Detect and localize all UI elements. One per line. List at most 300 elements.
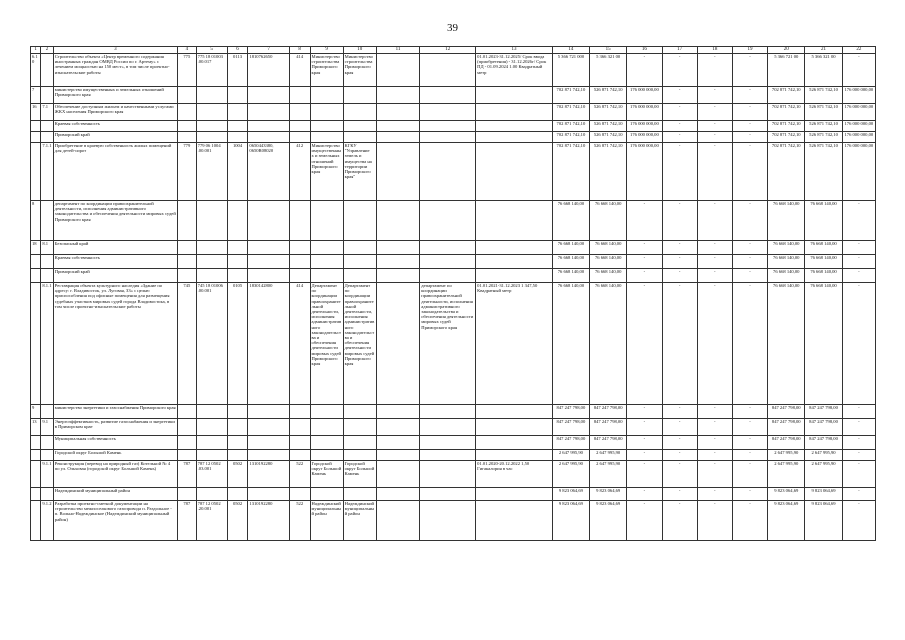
table-cell: 76 668 140,00 — [805, 201, 842, 241]
table-cell — [248, 405, 289, 419]
table-cell: - — [627, 255, 662, 269]
column-header: 19 — [732, 47, 767, 54]
table-cell: - — [627, 450, 662, 461]
table-row — [31, 488, 876, 501]
table-cell: - — [732, 255, 767, 269]
table-cell: - — [732, 488, 767, 501]
table-cell — [420, 54, 476, 87]
table-cell: - — [842, 255, 875, 269]
table-cell — [376, 121, 419, 132]
table-cell — [41, 488, 53, 501]
table-cell: - — [732, 450, 767, 461]
table-cell: 76 668 140,00 — [552, 241, 589, 255]
table-cell — [289, 201, 310, 241]
column-header: 14 — [552, 47, 589, 54]
table-cell: 787 — [178, 461, 197, 488]
table-cell: - — [842, 283, 875, 405]
table-cell: министерство имущественных и земельных отношений Приморского края — [53, 87, 177, 104]
table-cell: - — [842, 488, 875, 501]
table-cell: - — [732, 132, 767, 143]
table-cell: Надеждинский муниципальный район — [343, 501, 376, 541]
table-cell: - — [662, 54, 697, 87]
table-cell — [310, 255, 343, 269]
table-row — [31, 121, 876, 132]
table-cell — [178, 405, 197, 419]
table-cell: 6.10 — [31, 54, 41, 87]
table-cell — [196, 436, 227, 450]
table-cell — [376, 501, 419, 541]
table-cell — [196, 488, 227, 501]
table-cell — [420, 255, 476, 269]
table-cell — [227, 121, 248, 132]
table-cell: 526 871 742,10 — [805, 143, 842, 201]
table-row — [31, 132, 876, 143]
table-cell: 76 668 140,00 — [552, 255, 589, 269]
table-cell: - — [662, 419, 697, 436]
table-cell: 702 871 742,10 — [552, 104, 589, 121]
column-header: 16 — [627, 47, 662, 54]
table-cell: 176 000 000,00 — [627, 87, 662, 104]
table-cell: 76 668 140,00 — [768, 255, 805, 269]
table-cell — [196, 255, 227, 269]
table-cell: 414 — [289, 54, 310, 87]
table-cell: 847 247 798,00 — [768, 436, 805, 450]
table-row — [31, 269, 876, 283]
table-cell — [376, 201, 419, 241]
table-cell — [376, 143, 419, 201]
table-cell: 176 000 000,00 — [842, 121, 875, 132]
table-cell: 76 668 140,00 — [590, 241, 627, 255]
table-cell — [476, 450, 553, 461]
table-cell: 847 247 798,00 — [805, 405, 842, 419]
table-cell — [343, 132, 376, 143]
table-cell: - — [627, 54, 662, 87]
table-cell — [248, 132, 289, 143]
table-cell — [227, 255, 248, 269]
table-cell: - — [842, 269, 875, 283]
table-cell: - — [697, 501, 732, 541]
table-cell — [178, 450, 197, 461]
column-header: 6 — [227, 47, 248, 54]
table-cell — [310, 419, 343, 436]
table-cell: - — [662, 201, 697, 241]
table-cell: 2 647 995,90 — [590, 461, 627, 488]
table-cell — [376, 87, 419, 104]
table-cell — [420, 269, 476, 283]
table-cell: Строительство объекта «Центр временного содержания иностранных граждан ОМВД России по г. Артему» с лечением мощностью на 150 мест», в том числе проектно-изыскательские работы — [53, 54, 177, 87]
table-cell: 1310192280 — [248, 501, 289, 541]
table-cell — [376, 450, 419, 461]
table-cell: 526 871 742,10 — [590, 143, 627, 201]
table-cell: 702 871 742,10 — [768, 121, 805, 132]
table-cell: 0502 — [227, 501, 248, 541]
table-cell: Министерство строительства Приморского края — [343, 54, 376, 87]
table-cell: - — [842, 241, 875, 255]
table-cell: 76 668 140,00 — [552, 201, 589, 241]
table-cell — [476, 201, 553, 241]
table-cell: Приморский край — [53, 132, 177, 143]
table-cell: - — [662, 450, 697, 461]
table-cell: Реставрация объекта культурного наследия «Здание по адресу: г. Владивосток, ул. Луговая, 33» с целью приспособления под офисные помещения для размещения судебных участков мировых судей города Владивостока, в том числе проектно-изыскательские работы — [53, 283, 177, 405]
header-row — [31, 47, 876, 54]
table-cell: Департамент по координации правоохранительной деятельности, исполнения административного законодательства и обеспечения деятельности мировых судей Приморского края — [310, 283, 343, 405]
table-cell: Энергоэффективность, развитие газоснабжения и энергетики в Приморском крае — [53, 419, 177, 436]
table-cell: 76 668 140,00 — [768, 269, 805, 283]
table-cell — [310, 132, 343, 143]
table-cell: 745 18 01006 .00.001 — [196, 283, 227, 405]
table-cell: 847 247 798,00 — [768, 405, 805, 419]
table-cell — [476, 87, 553, 104]
table-cell: 9.1.2 — [41, 501, 53, 541]
table-cell: - — [732, 283, 767, 405]
table-cell — [178, 201, 197, 241]
table-cell — [178, 436, 197, 450]
table-cell — [310, 269, 343, 283]
table-cell — [178, 419, 197, 436]
table-cell — [420, 241, 476, 255]
table-cell — [289, 255, 310, 269]
table-cell: - — [662, 488, 697, 501]
table-cell — [227, 419, 248, 436]
table-cell: - — [627, 501, 662, 541]
table-cell: 76 668 140,00 — [590, 283, 627, 405]
table-cell: - — [732, 87, 767, 104]
table-cell: - — [732, 104, 767, 121]
table-cell — [227, 450, 248, 461]
table-cell: 9 823 064,69 — [590, 501, 627, 541]
table-cell — [227, 488, 248, 501]
table-cell — [420, 143, 476, 201]
table-row — [31, 501, 876, 541]
table-cell: 847 247 798,00 — [590, 419, 627, 436]
table-cell — [248, 104, 289, 121]
table-cell — [31, 121, 41, 132]
table-cell — [248, 121, 289, 132]
table-cell: 526 871 742,10 — [590, 132, 627, 143]
table-cell: 76 668 140,00 — [768, 201, 805, 241]
table-cell — [420, 121, 476, 132]
table-cell: - — [732, 405, 767, 419]
table-cell: 702 871 742,10 — [768, 87, 805, 104]
table-cell: - — [732, 436, 767, 450]
table-cell: 9 823 064,69 — [805, 488, 842, 501]
table-cell: 745 — [178, 283, 197, 405]
table-cell: - — [697, 132, 732, 143]
table-cell: 847 247 798,00 — [552, 436, 589, 450]
table-cell — [289, 436, 310, 450]
table-cell: 702 871 742,10 — [552, 132, 589, 143]
table-cell: - — [662, 461, 697, 488]
table-cell — [476, 501, 553, 541]
table-cell: 702 871 742,10 — [768, 132, 805, 143]
table-row — [31, 436, 876, 450]
table-cell: 9 — [31, 405, 41, 419]
table-cell: 9 823 064,69 — [805, 501, 842, 541]
table-cell — [310, 201, 343, 241]
table-cell: 76 668 140,00 — [768, 241, 805, 255]
table-cell — [289, 132, 310, 143]
table-cell — [178, 132, 197, 143]
table-cell — [376, 132, 419, 143]
table-cell — [227, 436, 248, 450]
table-cell — [196, 419, 227, 436]
table-cell: 1310192280 — [248, 461, 289, 488]
table-row — [31, 104, 876, 121]
table-cell — [420, 104, 476, 121]
table-cell: - — [697, 104, 732, 121]
table-cell — [289, 488, 310, 501]
table-cell: 176 000 000,00 — [627, 104, 662, 121]
table-cell: - — [732, 121, 767, 132]
table-cell: 8.1 — [41, 241, 53, 255]
table-cell — [420, 461, 476, 488]
table-cell — [343, 419, 376, 436]
table-cell: 779 — [178, 143, 197, 201]
column-header: 20 — [768, 47, 805, 54]
table-cell: 13 — [31, 419, 41, 436]
table-cell: 847 247 798,00 — [590, 405, 627, 419]
table-cell: 787 — [178, 501, 197, 541]
table-cell — [420, 501, 476, 541]
table-cell: - — [627, 283, 662, 405]
table-cell: - — [732, 501, 767, 541]
table-cell — [248, 436, 289, 450]
table-cell: Министерство имущественных и земельных отношений Приморского края — [310, 143, 343, 201]
table-cell: 5 366 721 00 — [768, 54, 805, 87]
table-cell: - — [662, 132, 697, 143]
table-cell: 9 823 064,69 — [768, 488, 805, 501]
table-cell — [289, 405, 310, 419]
table-cell — [227, 241, 248, 255]
table-cell: 176 000 000,00 — [842, 87, 875, 104]
table-cell: - — [732, 461, 767, 488]
column-header: 17 — [662, 47, 697, 54]
table-cell: - — [662, 121, 697, 132]
table-cell: 7.1 — [41, 104, 53, 121]
table-cell: 76 668 140,00 — [590, 255, 627, 269]
table-cell — [178, 121, 197, 132]
table-cell: - — [662, 501, 697, 541]
table-cell: - — [662, 405, 697, 419]
table-cell — [420, 405, 476, 419]
column-header: 18 — [697, 47, 732, 54]
table-cell: 522 — [289, 461, 310, 488]
table-cell: департамент по координации правоохранительной деятельности, исполнения административного законодательства и обеспечения деятельности мировых судей Приморского края — [53, 201, 177, 241]
table-cell — [343, 488, 376, 501]
table-cell — [289, 419, 310, 436]
table-cell — [41, 405, 53, 419]
table-cell: - — [662, 104, 697, 121]
table-cell: 76 668 140,00 — [590, 269, 627, 283]
column-header: 7 — [248, 47, 289, 54]
table-cell: 526 871 742,10 — [590, 121, 627, 132]
table-cell: 9 823 064,69 — [552, 501, 589, 541]
table-cell: 412 — [289, 143, 310, 201]
table-cell: 1810762650 — [248, 54, 289, 87]
table-cell: 176 000 000,00 — [842, 132, 875, 143]
table-cell — [31, 488, 41, 501]
table-cell — [31, 255, 41, 269]
table-cell — [420, 201, 476, 241]
table-cell: 9.1 — [41, 419, 53, 436]
table-cell: - — [732, 143, 767, 201]
table-cell — [476, 488, 553, 501]
table-cell: - — [842, 436, 875, 450]
table-cell — [196, 104, 227, 121]
table-cell — [31, 461, 41, 488]
table-cell: 2 647 995,90 — [552, 450, 589, 461]
table-cell — [376, 461, 419, 488]
table-cell: - — [697, 269, 732, 283]
table-cell — [196, 87, 227, 104]
table-cell: 526 871 742,10 — [805, 87, 842, 104]
table-cell: - — [627, 269, 662, 283]
table-cell — [41, 121, 53, 132]
table-cell — [227, 87, 248, 104]
table-cell: 5 366 321 00 — [590, 54, 627, 87]
table-cell — [227, 405, 248, 419]
table-cell — [178, 488, 197, 501]
table-cell — [227, 104, 248, 121]
table-cell: 01.01.2021-31.12.2023 1 347,50 Квадратный метр — [476, 283, 553, 405]
table-cell — [420, 450, 476, 461]
table-row — [31, 255, 876, 269]
table-cell — [289, 87, 310, 104]
table-cell: Министерство строительства Приморского края — [310, 54, 343, 87]
column-header: 21 — [805, 47, 842, 54]
table-cell — [310, 121, 343, 132]
table-cell: 0113 — [227, 54, 248, 87]
table-cell: - — [842, 419, 875, 436]
table-cell: - — [697, 283, 732, 405]
table-cell: 176 000 000,00 — [842, 104, 875, 121]
table-cell — [376, 283, 419, 405]
table-cell: - — [732, 241, 767, 255]
table-cell: 702 871 742,10 — [768, 143, 805, 201]
column-header: 1 — [31, 47, 41, 54]
table-cell — [227, 269, 248, 283]
table-cell: 2 647 995,90 — [805, 450, 842, 461]
table-cell — [476, 255, 553, 269]
table-cell — [289, 104, 310, 121]
table-cell: - — [662, 269, 697, 283]
table-cell: 9 823 064,69 — [552, 488, 589, 501]
table-cell: - — [662, 143, 697, 201]
table-cell — [196, 201, 227, 241]
table-cell: 787 12 0502 .20.001 — [196, 501, 227, 541]
table-cell: 176 000 000,00 — [627, 121, 662, 132]
table-cell: 176 000 000,00 — [627, 132, 662, 143]
table-cell — [248, 450, 289, 461]
table-cell: 8 — [31, 201, 41, 241]
table-cell — [31, 132, 41, 143]
table-row — [31, 419, 876, 436]
table-cell: - — [662, 241, 697, 255]
table-cell: 526 871 742,10 — [590, 87, 627, 104]
table-cell — [310, 104, 343, 121]
table-cell: КГКУ "Управление земель и имущества на территории Приморского края" — [343, 143, 376, 201]
table-cell — [476, 143, 553, 201]
table-cell — [227, 201, 248, 241]
table-cell — [41, 201, 53, 241]
table-cell — [31, 143, 41, 201]
table-cell: Муниципальная собственность — [53, 436, 177, 450]
table-cell — [248, 241, 289, 255]
table-cell — [196, 269, 227, 283]
table-cell: Городской округ Большой Камень — [343, 461, 376, 488]
table-body — [31, 54, 876, 541]
column-header: 10 — [343, 47, 376, 54]
column-header: 9 — [310, 47, 343, 54]
table-cell: - — [627, 405, 662, 419]
table-cell: 702 871 742,10 — [552, 87, 589, 104]
table-row — [31, 283, 876, 405]
table-cell: - — [627, 201, 662, 241]
table-cell — [289, 241, 310, 255]
table-cell — [178, 241, 197, 255]
table-cell: 01.01.2020-20.12.2022 1,50 Гигакалория в час — [476, 461, 553, 488]
column-header: 15 — [590, 47, 627, 54]
table-cell — [196, 405, 227, 419]
table-cell: 2 647 995,90 — [552, 461, 589, 488]
table-cell: Департамент по координации правоохранительной деятельности, исполнения административного законодательства и обеспечения деятельности мировых судей Приморского края — [343, 283, 376, 405]
table-cell: - — [697, 87, 732, 104]
table-cell: 526 871 742,10 — [805, 132, 842, 143]
table-cell — [248, 419, 289, 436]
table-cell: - — [697, 54, 732, 87]
page-number: 39 — [447, 22, 458, 34]
table-cell: - — [662, 87, 697, 104]
table-cell — [476, 269, 553, 283]
table-cell: - — [627, 419, 662, 436]
table-cell: - — [732, 201, 767, 241]
table-cell — [178, 87, 197, 104]
table-cell — [248, 255, 289, 269]
table-cell: Краевая собственность — [53, 255, 177, 269]
table-cell — [343, 255, 376, 269]
table-cell — [196, 132, 227, 143]
table-cell — [343, 436, 376, 450]
table-cell: 7.1.1 — [41, 143, 53, 201]
table-cell — [310, 488, 343, 501]
table-cell: 76 668 140,00 — [805, 255, 842, 269]
table-cell: Городской округ Большой Камень — [310, 461, 343, 488]
table-cell — [41, 436, 53, 450]
table-cell: 1004 — [227, 143, 248, 201]
table-cell — [41, 132, 53, 143]
table-cell — [343, 87, 376, 104]
table-cell: 847 247 798,00 — [590, 436, 627, 450]
table-cell: - — [842, 501, 875, 541]
table-cell — [248, 488, 289, 501]
table-cell: 0105 — [227, 283, 248, 405]
table-cell: - — [697, 121, 732, 132]
table-cell — [31, 450, 41, 461]
table-cell — [476, 419, 553, 436]
table-cell: 702 871 742,10 — [552, 143, 589, 201]
table-cell: 2 647 995,90 — [805, 461, 842, 488]
table-cell: - — [697, 405, 732, 419]
table-cell: 9 823 064,69 — [768, 501, 805, 541]
table-cell: 847 247 798,00 — [552, 405, 589, 419]
column-header: 3 — [53, 47, 177, 54]
table-cell — [376, 419, 419, 436]
table-cell — [420, 132, 476, 143]
table-cell — [289, 269, 310, 283]
table-cell: Реконструкция (перевод на природный газ) Котельной № 4 по ул. Ольховая (городской округ Большой Камень) — [53, 461, 177, 488]
table-cell: 5 366 321 00 — [805, 54, 842, 87]
table-cell: Городской округ Большой Камень — [53, 450, 177, 461]
